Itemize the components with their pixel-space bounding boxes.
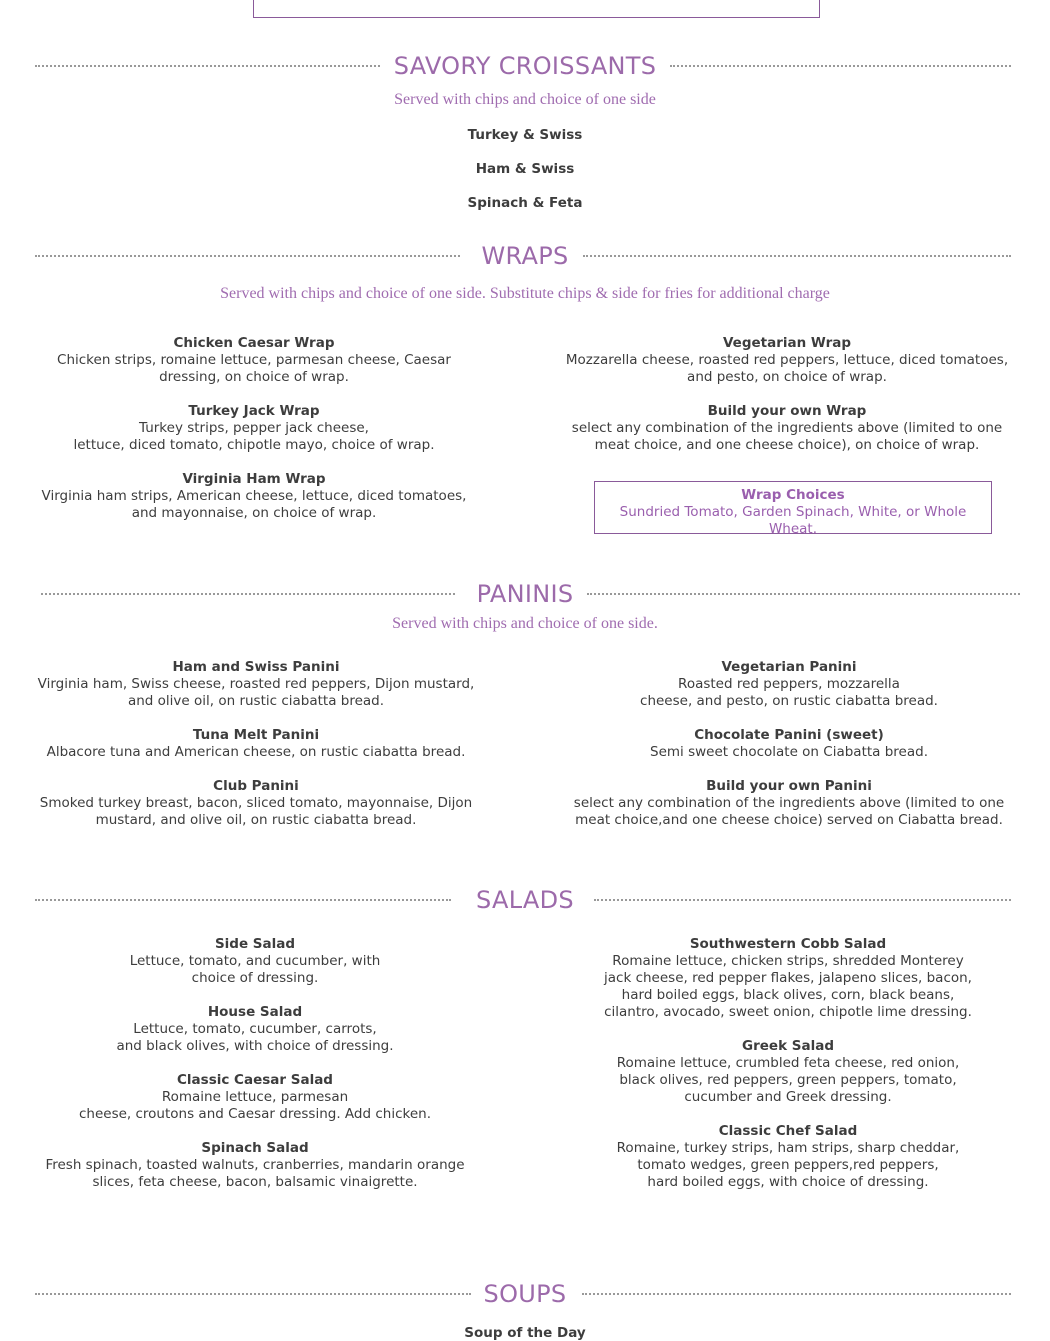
menu-item-name: Ham & Swiss bbox=[475, 161, 575, 177]
wrap-choices-title: Wrap Choices bbox=[741, 487, 845, 503]
menu-item-desc: hard boiled eggs, black olives, corn, black beans, bbox=[621, 987, 955, 1003]
menu-item-desc: mustard, and olive oil, on rustic ciabatta bread. bbox=[95, 812, 417, 828]
menu-item bbox=[30, 1004, 480, 1055]
menu-item bbox=[30, 936, 480, 987]
menu-item bbox=[562, 1123, 1014, 1191]
menu-item-desc: cucumber and Greek dressing. bbox=[684, 1089, 892, 1105]
menu-item bbox=[30, 1140, 480, 1191]
menu-item-name: Greek Salad bbox=[742, 1038, 834, 1054]
menu-item-name: Vegetarian Panini bbox=[721, 659, 857, 675]
menu-item-name: Virginia Ham Wrap bbox=[182, 471, 326, 487]
menu-item-desc: and black olives, with choice of dressing. bbox=[116, 1038, 394, 1054]
menu-item-desc: cheese, and pesto, on rustic ciabatta bread. bbox=[640, 693, 938, 709]
menu-item-name: Turkey & Swiss bbox=[467, 127, 583, 143]
wraps-header bbox=[0, 241, 1050, 271]
soups-header bbox=[0, 1279, 1050, 1309]
menu-item-name: Soup of the Day bbox=[464, 1325, 586, 1341]
menu-item bbox=[563, 659, 1015, 710]
menu-item bbox=[31, 659, 481, 710]
menu-item-desc: dressing, on choice of wrap. bbox=[159, 369, 349, 385]
menu-item-desc: Semi sweet chocolate on Ciabatta bread. bbox=[650, 744, 928, 760]
menu-item bbox=[29, 403, 479, 454]
previous-section-box bbox=[253, 0, 820, 18]
menu-item-desc: meat choice, and one cheese choice), on choice of wrap. bbox=[594, 437, 980, 453]
section-title: WRAPS bbox=[481, 242, 569, 270]
menu-item-name: Tuna Melt Panini bbox=[192, 727, 320, 743]
section-title: SALADS bbox=[476, 886, 574, 914]
menu-item-desc: slices, feta cheese, bacon, balsamic vinaigrette. bbox=[92, 1174, 418, 1190]
divider-right bbox=[587, 593, 1020, 595]
menu-item bbox=[29, 335, 479, 386]
menu-item-desc: Virginia ham, Swiss cheese, roasted red peppers, Dijon mustard, bbox=[37, 676, 475, 692]
menu-item-desc: select any combination of the ingredients above (limited to one bbox=[571, 420, 1003, 436]
menu-item bbox=[30, 1072, 480, 1123]
section-title: SOUPS bbox=[483, 1280, 567, 1308]
menu-item-name: Spinach Salad bbox=[201, 1140, 309, 1156]
menu-item-desc: and mayonnaise, on choice of wrap. bbox=[131, 505, 377, 521]
menu-item-desc: and olive oil, on rustic ciabatta bread. bbox=[127, 693, 385, 709]
menu-item-desc: Albacore tuna and American cheese, on rustic ciabatta bread. bbox=[46, 744, 466, 760]
menu-item-desc: Romaine lettuce, parmesan bbox=[161, 1089, 349, 1105]
menu-item-desc: Mozzarella cheese, roasted red peppers, lettuce, diced tomatoes, bbox=[565, 352, 1009, 368]
menu-item-name: Build your own Wrap bbox=[707, 403, 867, 419]
menu-item-name: Chicken Caesar Wrap bbox=[173, 335, 335, 351]
menu-item-desc: jack cheese, red pepper flakes, jalapeno slices, bacon, bbox=[604, 970, 972, 986]
menu-item-desc: Roasted red peppers, mozzarella bbox=[678, 676, 900, 692]
menu-item-name: Turkey Jack Wrap bbox=[188, 403, 320, 419]
menu-item-desc: Fresh spinach, toasted walnuts, cranberries, mandarin orange bbox=[45, 1157, 465, 1173]
menu-item bbox=[563, 727, 1015, 761]
wraps-subtitle: Served with chips and choice of one side. Substitute chips & side for fries for additional charge bbox=[220, 285, 830, 302]
menu-item-desc: Virginia ham strips, American cheese, lettuce, diced tomatoes, bbox=[41, 488, 467, 504]
section-title: PANINIS bbox=[476, 580, 574, 608]
menu-item-desc: Romaine, turkey strips, ham strips, sharp cheddar, bbox=[616, 1140, 960, 1156]
paninis-header bbox=[0, 579, 1050, 609]
divider-right bbox=[670, 65, 1011, 67]
menu-item-desc: meat choice,and one cheese choice) served on Ciabatta bread. bbox=[575, 812, 1003, 828]
savory-subtitle: Served with chips and choice of one side bbox=[394, 91, 656, 108]
menu-item-name: Chocolate Panini (sweet) bbox=[694, 727, 884, 743]
menu-item bbox=[31, 778, 481, 829]
menu-item-name: Classic Chef Salad bbox=[718, 1123, 858, 1139]
menu-item-desc: Lettuce, tomato, and cucumber, with bbox=[129, 953, 381, 969]
menu-item-name: Club Panini bbox=[213, 778, 299, 794]
menu-item bbox=[31, 727, 481, 761]
menu-item-desc: Chicken strips, romaine lettuce, parmesan cheese, Caesar bbox=[57, 352, 451, 368]
menu-item-desc: select any combination of the ingredients above (limited to one bbox=[573, 795, 1005, 811]
menu-item-name: Build your own Panini bbox=[706, 778, 872, 794]
section-title: SAVORY CROISSANTS bbox=[393, 52, 657, 80]
menu-item-desc: tomato wedges, green peppers,red peppers, bbox=[637, 1157, 939, 1173]
menu-item bbox=[562, 936, 1014, 1021]
savory-croissants-header bbox=[0, 51, 1050, 81]
menu-item-name: Spinach & Feta bbox=[467, 195, 583, 211]
menu-item-name: Southwestern Cobb Salad bbox=[689, 936, 887, 952]
menu-item bbox=[562, 1038, 1014, 1106]
menu-item-desc: lettuce, diced tomato, chipotle mayo, choice of wrap. bbox=[73, 437, 435, 453]
divider-right bbox=[594, 899, 1011, 901]
menu-item bbox=[563, 778, 1015, 829]
menu-item-desc: cheese, croutons and Caesar dressing. Add chicken. bbox=[78, 1106, 431, 1122]
menu-item-desc: black olives, red peppers, green peppers, tomato, bbox=[619, 1072, 957, 1088]
menu-item-desc: Romaine lettuce, chicken strips, shredded Monterey bbox=[612, 953, 964, 969]
menu-item-desc: choice of dressing. bbox=[191, 970, 319, 986]
menu-item-desc: Smoked turkey breast, bacon, sliced tomato, mayonnaise, Dijon bbox=[39, 795, 473, 811]
menu-item-desc: hard boiled eggs, with choice of dressing. bbox=[647, 1174, 929, 1190]
menu-item bbox=[29, 471, 479, 522]
divider-right bbox=[582, 1293, 1011, 1295]
menu-item bbox=[561, 335, 1013, 386]
menu-item-name: Vegetarian Wrap bbox=[722, 335, 852, 351]
menu-item-desc: Turkey strips, pepper jack cheese, bbox=[139, 420, 369, 436]
divider-right bbox=[583, 255, 1011, 257]
wrap-choices-box bbox=[594, 481, 992, 537]
menu-item-desc: and pesto, on choice of wrap. bbox=[687, 369, 887, 385]
menu-item-name: Classic Caesar Salad bbox=[177, 1072, 333, 1088]
menu-item-desc: Romaine lettuce, crumbled feta cheese, red onion, bbox=[616, 1055, 960, 1071]
menu-item-desc: cilantro, avocado, sweet onion, chipotle lime dressing. bbox=[604, 1004, 972, 1020]
menu-item-desc: Lettuce, tomato, cucumber, carrots, bbox=[133, 1021, 377, 1037]
wrap-choices-text: Sundried Tomato, Garden Spinach, White, or Whole Wheat. bbox=[619, 504, 967, 537]
paninis-subtitle: Served with chips and choice of one side. bbox=[392, 615, 658, 632]
menu-item-name: Side Salad bbox=[214, 936, 296, 952]
menu-item-name: Ham and Swiss Panini bbox=[172, 659, 340, 675]
menu-item-name: House Salad bbox=[207, 1004, 303, 1020]
salads-header bbox=[0, 885, 1050, 915]
menu-item bbox=[561, 403, 1013, 454]
